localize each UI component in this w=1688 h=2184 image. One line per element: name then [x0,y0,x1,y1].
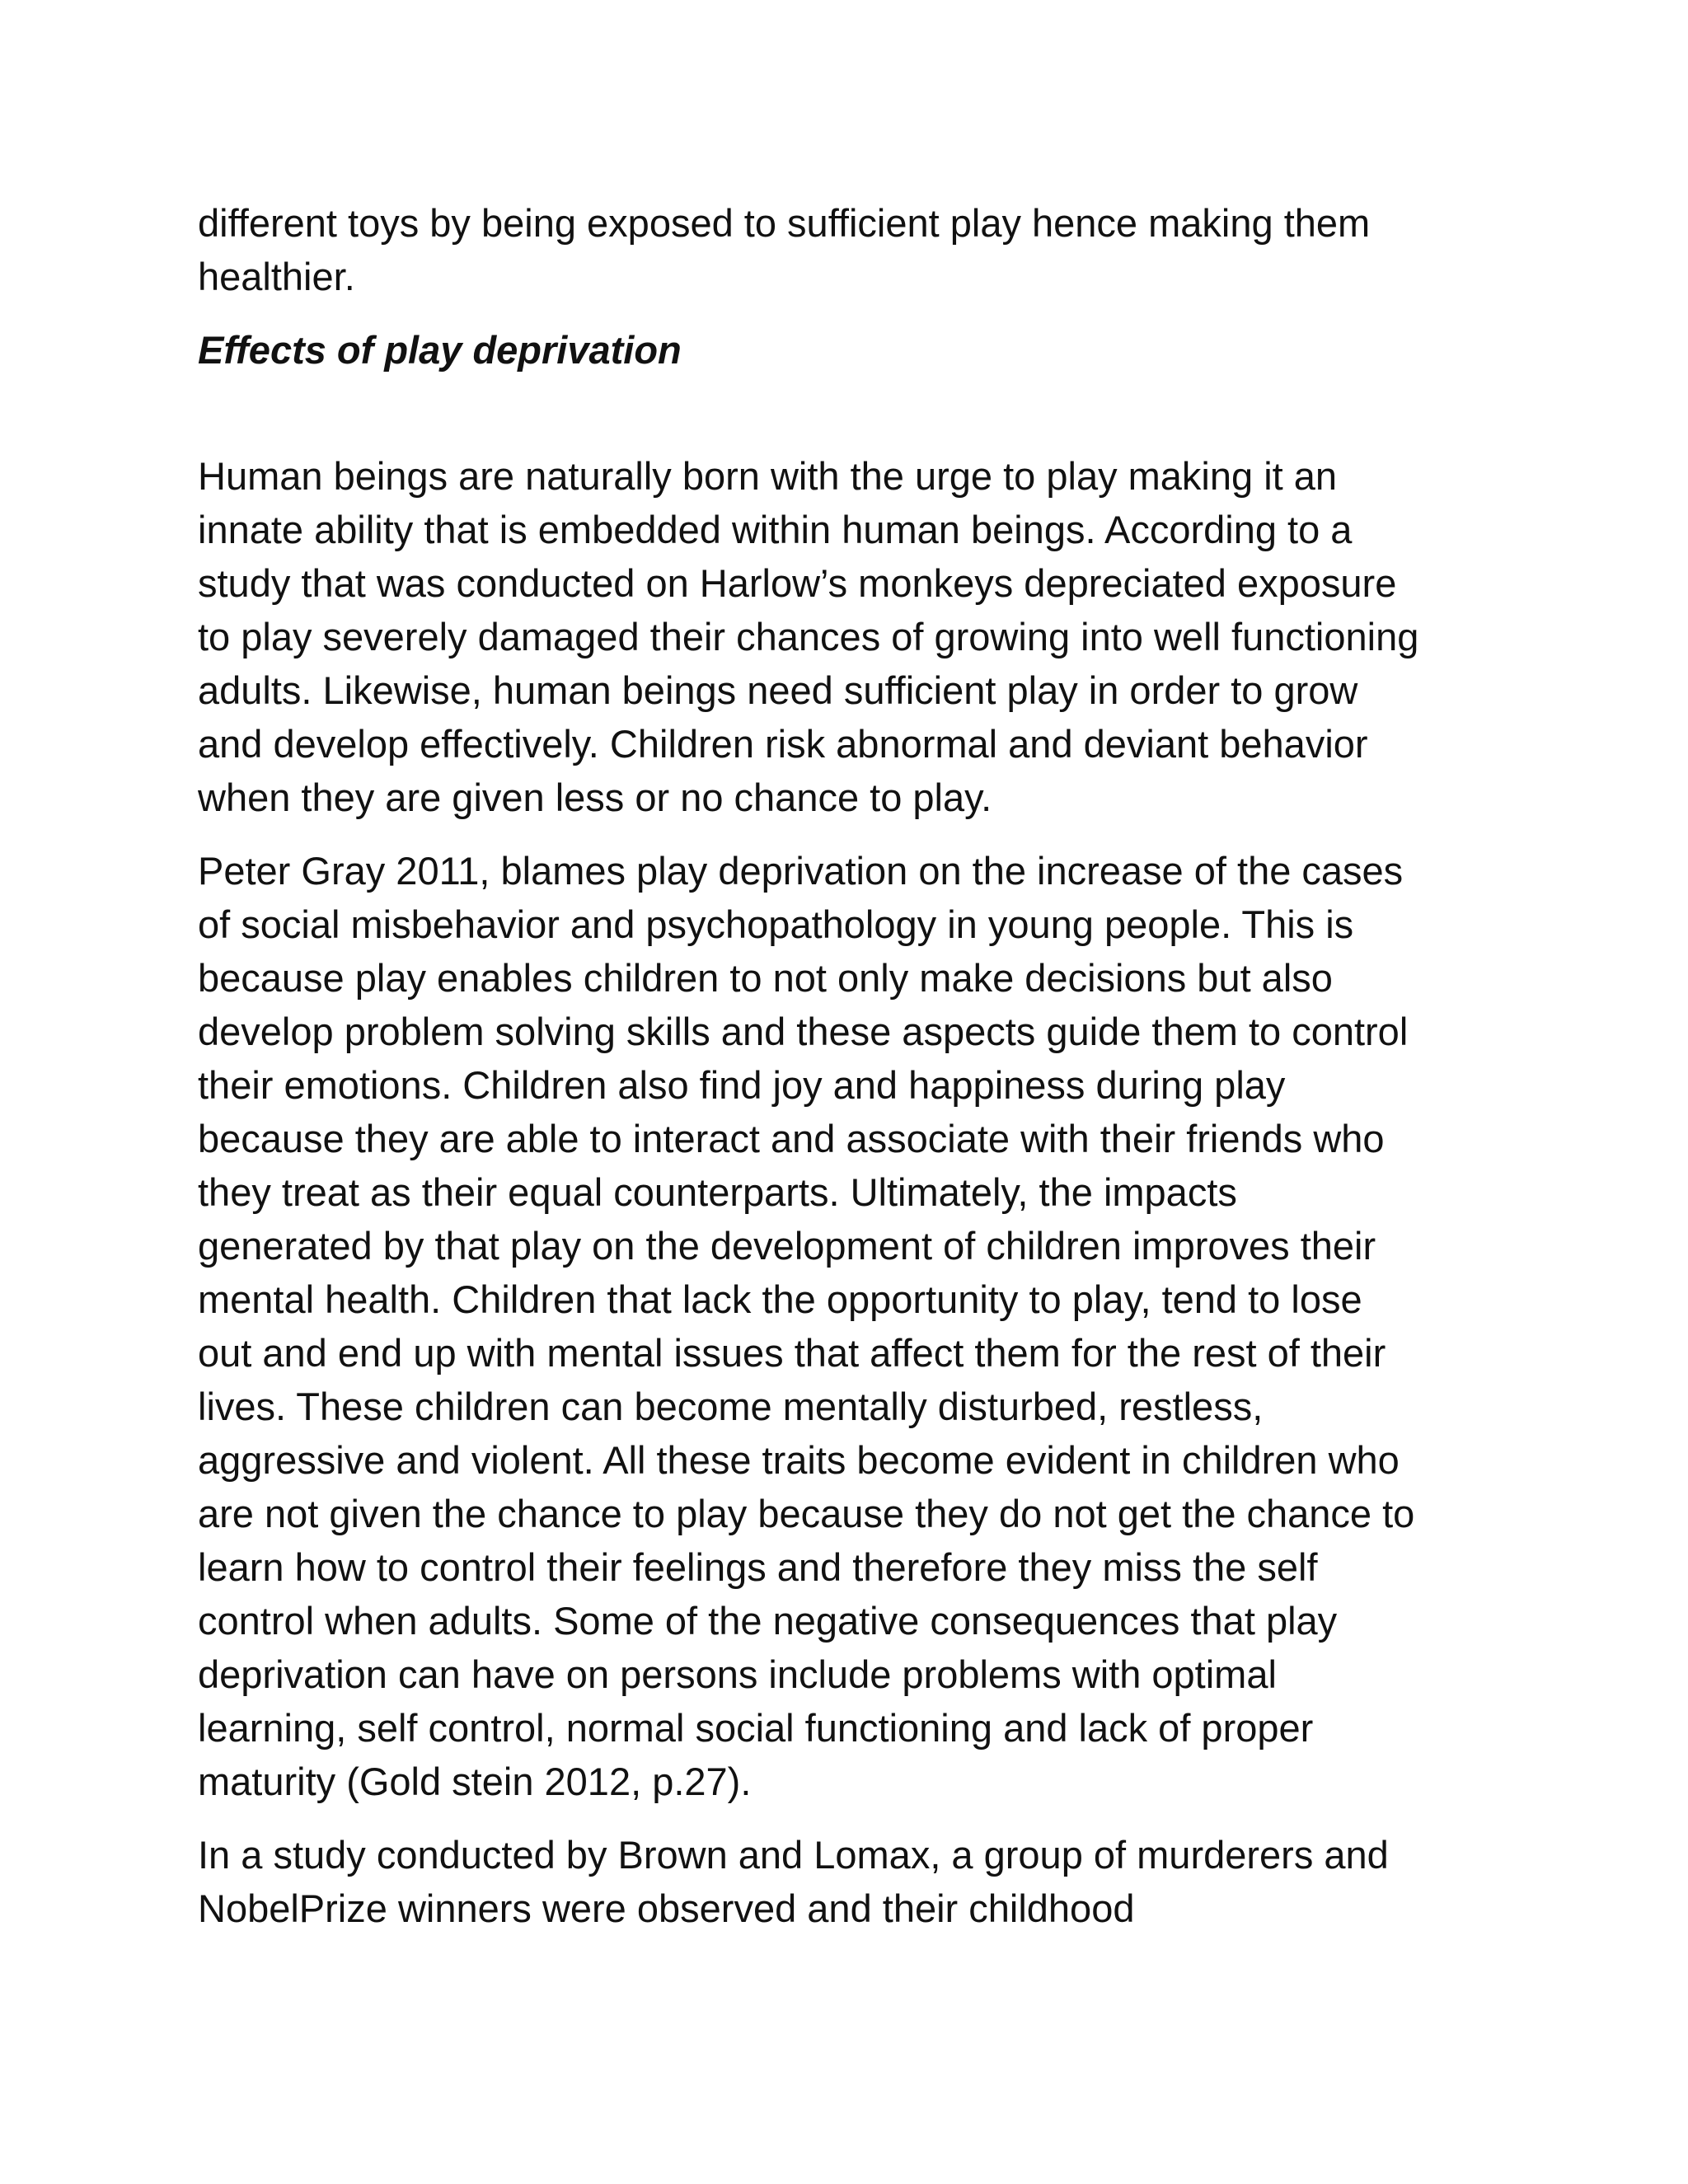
text-line: learning, self control, normal social functioning and lack of proper [198,1706,1314,1750]
paragraph-1 [198,449,1500,824]
text-line: deprivation can have on persons include problems with optimal [198,1652,1277,1696]
text-line: are not given the chance to play because they do not get the chance to [198,1492,1415,1535]
text-line: they treat as their equal counterparts. Ultimately, the impacts [198,1170,1237,1214]
text-line: control when adults. Some of the negative consequences that play [198,1599,1338,1643]
section-heading: Effects of play deprivation [198,328,682,372]
text-line: lives. These children can become mentally disturbed, restless, [198,1385,1264,1428]
text-line: Human beings are naturally born with the urge to play making it an [198,454,1338,498]
text-line: develop problem solving skills and these aspects guide them to control [198,1010,1409,1053]
text-line: their emotions. Children also find joy and happiness during play [198,1063,1286,1107]
text-line: to play severely damaged their chances of growing into well functioning [198,615,1419,658]
text-line: In a study conducted by Brown and Lomax, a group of murderers and [198,1833,1389,1877]
text-line: when they are given less or no chance to play. [198,776,992,819]
text-line: because play enables children to not only make decisions but also [198,956,1333,1000]
document-body [198,196,1500,1955]
text-line: generated by that play on the development of children improves their [198,1224,1376,1268]
paragraph-2 [198,844,1500,1808]
text-line: out and end up with mental issues that affect them for the rest of their [198,1331,1386,1375]
paragraph-3 [198,1828,1500,1935]
text-line: innate ability that is embedded within human beings. According to a [198,508,1353,551]
text-line: adults. Likewise, human beings need sufficient play in order to grow [198,668,1358,712]
text-line: study that was conducted on Harlow’s monkeys depreciated exposure [198,561,1397,605]
text-line: Peter Gray 2011, blames play deprivation on the increase of the cases [198,849,1404,893]
text-line: mental health. Children that lack the opportunity to play, tend to lose [198,1277,1362,1321]
text-line: aggressive and violent. All these traits become evident in children who [198,1438,1400,1482]
text-line: because they are able to interact and associate with their friends who [198,1117,1385,1160]
text-line: NobelPrize winners were observed and their childhood [198,1886,1135,1930]
text-line: different toys by being exposed to sufficient play hence making them [198,201,1371,245]
intro-paragraph [198,196,1500,303]
text-line: of social misbehavior and psychopathology in young people. This is [198,902,1354,946]
text-line: and develop effectively. Children risk abnormal and deviant behavior [198,722,1368,766]
text-line: learn how to control their feelings and therefore they miss the self [198,1545,1318,1589]
text-line: maturity (Gold stein 2012, p.27). [198,1760,752,1803]
text-line: healthier. [198,255,355,298]
